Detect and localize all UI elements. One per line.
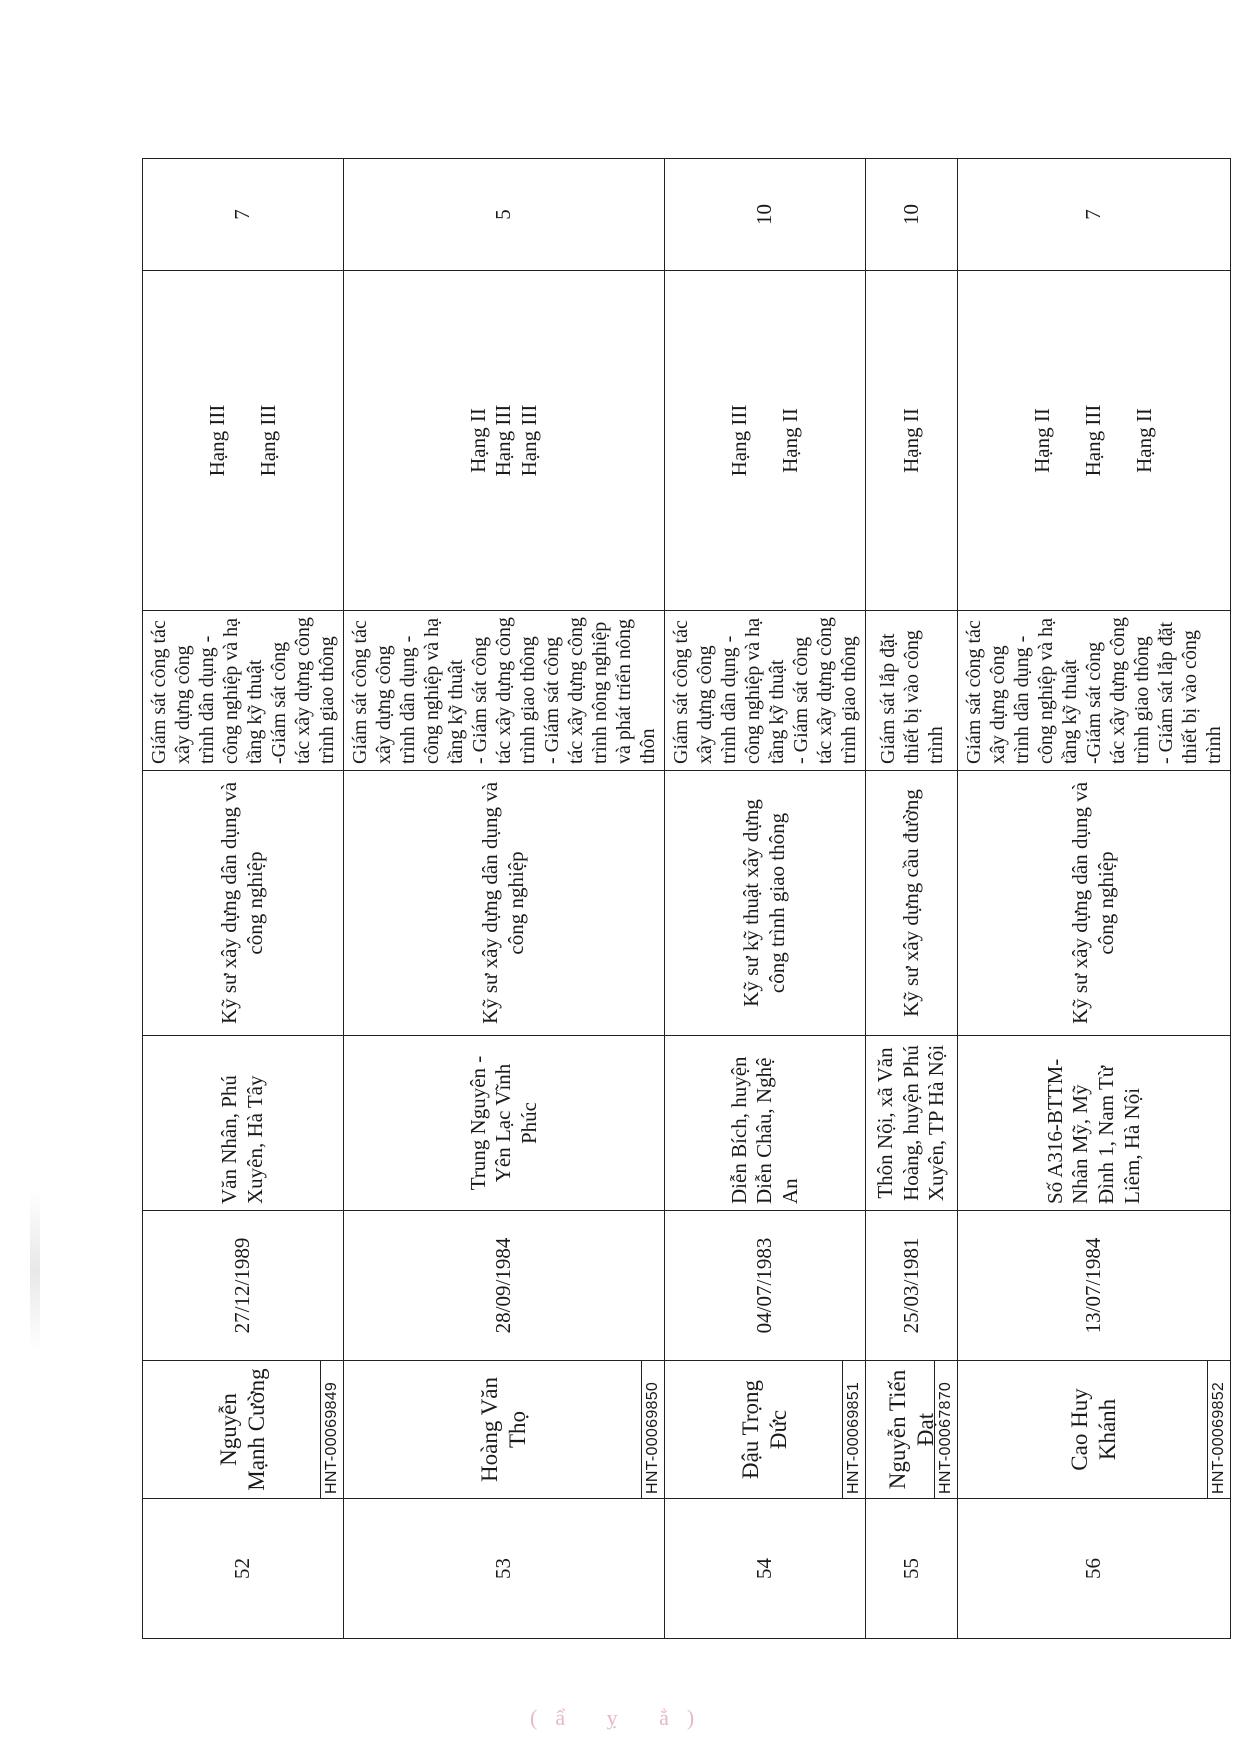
cell-address: Diễn Bích, huyện Diễn Châu, Nghệ An (665, 1036, 866, 1211)
scope-text: Giám sát công tác xây dựng công trình dân dụng - công nghiệp và hạ tầng kỹ thuật -Giám sát công tác xây dựng công trình giao thông (148, 617, 338, 764)
cell-rank (866, 271, 958, 611)
cell-degree: Kỹ sư kỹ thuật xây dựng công trình giao thông (665, 771, 866, 1036)
cell-dob: 04/07/1983 (665, 1211, 866, 1361)
cell-degree: Kỹ sư xây dựng dân dụng và công nghiệp (958, 771, 1231, 1036)
scope-text: Giám sát công tác xây dựng công trình dân dụng - công nghiệp và hạ tầng kỹ thuật - Giám sát công tác xây dựng công trình giao thông (670, 617, 860, 764)
table-row (665, 79, 866, 1639)
cell-dob: 13/07/1984 (958, 1211, 1231, 1361)
cell-degree: Kỹ sư xây dựng cầu đường (866, 771, 958, 1036)
person-name: Nguyễn Tiến Đạt (884, 1369, 938, 1490)
cell-experience: 10 (866, 159, 958, 271)
cell-stt: 54 (665, 1499, 866, 1639)
certificate-code: HNT-00069851 (842, 1361, 865, 1498)
cell-rank (344, 271, 665, 611)
cell-name-code (143, 1361, 344, 1499)
cell-stt: 56 (958, 1499, 1231, 1639)
cell-address: Thôn Nội, xã Văn Hoàng, huyện Phú Xuyên, TP Hà Nội (866, 1036, 958, 1211)
cell-dob: 28/09/1984 (344, 1211, 665, 1361)
table-row (866, 79, 958, 1639)
rank-text: Hạng II (898, 408, 923, 473)
cell-experience: 10 (665, 159, 866, 271)
cell-address: Văn Nhân, Phú Xuyên, Hà Tây (143, 1036, 344, 1211)
person-name: Đậu Trọng Đức (737, 1379, 791, 1480)
person-name: Nguyễn Mạnh Cường (215, 1368, 269, 1491)
scope-text: Giám sát công tác xây dựng công trình dân dụng - công nghiệp và hạ tầng kỹ thuật - Giám sát công tác xây dựng công trình giao thông - Giám sát công tác xây dựng công trình nông nghiệp và phát triển nông thôn (349, 617, 659, 764)
stamp-mark: (ẩ ỵ ẳ) (530, 1705, 713, 1730)
cell-name-code (866, 1361, 958, 1499)
rotated-page (142, 134, 1228, 1639)
scan-smudge (30, 1190, 40, 1350)
cell-scope (665, 611, 866, 771)
cell-scope (958, 611, 1231, 771)
cell-dob: 27/12/1989 (143, 1211, 344, 1361)
certificate-table (142, 78, 1231, 1639)
cell-experience: 5 (344, 159, 665, 271)
cell-address: Số A316-BTTM-Nhân Mỹ, Mỹ Đình 1, Nam Từ Liêm, Hà Nội (958, 1036, 1231, 1211)
cell-rank (143, 271, 344, 611)
table-row (344, 79, 665, 1639)
cell-dob: 25/03/1981 (866, 1211, 958, 1361)
cell-experience: 7 (143, 159, 344, 271)
cell-stt: 52 (143, 1499, 344, 1639)
scope-text: Giám sát lắp đặt thiết bị vào công trình (876, 630, 947, 764)
cell-address: Trung Nguyên - Yên Lạc Vĩnh Phúc (344, 1036, 665, 1211)
cell-stt: 53 (344, 1499, 665, 1639)
cell-rank (665, 271, 866, 611)
rotated-table-wrapper (142, 134, 1228, 1639)
cell-degree: Kỹ sư xây dựng dân dụng và công nghiệp (344, 771, 665, 1036)
cell-scope (866, 611, 958, 771)
person-name: Hoàng Văn Thọ (476, 1377, 530, 1482)
certificate-code: HNT-00067870 (934, 1361, 957, 1498)
cell-rank (958, 271, 1231, 611)
cell-stt: 55 (866, 1499, 958, 1639)
cell-scope (344, 611, 665, 771)
rank-text: Hạng II Hạng III Hạng III (465, 404, 541, 477)
rank-text: Hạng II Hạng III Hạng II (1029, 404, 1157, 477)
cell-name-code (958, 1361, 1231, 1499)
person-name: Cao Huy Khánh (1066, 1388, 1120, 1471)
cell-name-code (665, 1361, 866, 1499)
certificate-code: HNT-00069850 (641, 1361, 664, 1498)
cell-experience: 7 (958, 159, 1231, 271)
cell-name-code (344, 1361, 665, 1499)
cell-degree: Kỹ sư xây dựng dân dụng và công nghiệp (143, 771, 344, 1036)
cell-scope (143, 611, 344, 771)
certificate-code: HNT-00069849 (320, 1361, 343, 1498)
rank-text: Hạng III Hạng III (204, 404, 280, 477)
table-row (143, 79, 344, 1639)
table-row (958, 79, 1231, 1639)
certificate-code: HNT-00069852 (1207, 1361, 1230, 1498)
scope-text: Giám sát công tác xây dựng công trình dân dụng - công nghiệp và hạ tầng kỹ thuật -Giám sát công tác xây dựng công trình giao thông - Giám sát lắp đặt thiết bị vào công trình (963, 617, 1225, 764)
rank-text: Hạng III Hạng II (726, 404, 802, 477)
